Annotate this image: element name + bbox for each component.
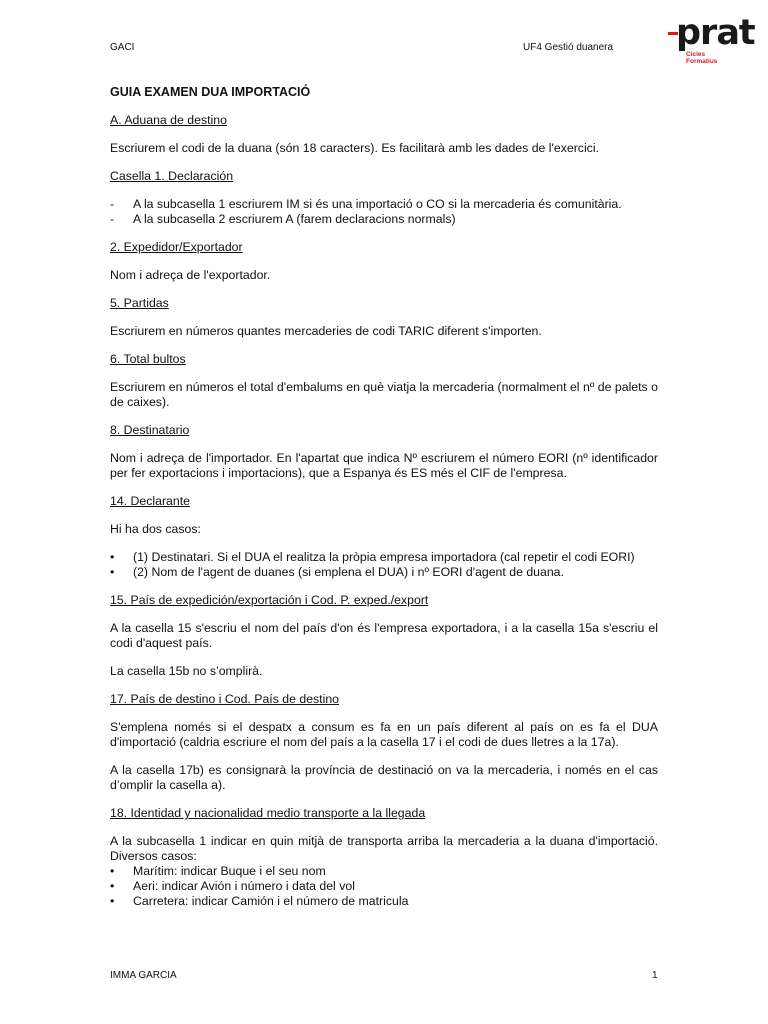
list-item: • Aeri: indicar Avión i número i data del vol (110, 879, 355, 893)
bullet-marker: • (110, 879, 115, 893)
logo-sub-line-1: Cicles (686, 51, 706, 58)
dash-marker: - (110, 197, 115, 211)
section-heading-c6: 6. Total bultos (110, 352, 186, 366)
section-heading-c2: 2. Expedidor/Exportador (110, 240, 243, 254)
page-number: 1 (652, 970, 658, 981)
bullet-marker: • (110, 864, 115, 878)
section-text-c6: Escriurem en números el total d'embalums en què viatja la mercaderia (normalment el nº de palets o de caixes). (110, 380, 658, 409)
section-text2-c15: La casella 15b no s’omplirà. (110, 664, 263, 678)
list-item: • Carretera: indicar Camión i el número de matricula (110, 894, 409, 908)
document-body (110, 85, 658, 922)
footer-author: IMMA GARCIA (110, 970, 177, 981)
section-text2-c17: A la casella 17b) es consignarà la província de destinació on va la mercaderia, i només en el cas d’omplir la casella a). (110, 763, 658, 792)
bullet-list-c18 (110, 864, 658, 909)
list-item: - A la subcasella 2 escriurem A (farem declaracions normals) (110, 212, 456, 226)
section-text-c14: Hi ha dos casos: (110, 522, 201, 536)
bullet-marker: • (110, 550, 115, 564)
dash-list-c1 (110, 197, 658, 227)
section-heading-c17: 17. País de destino i Cod. País de destino (110, 692, 340, 706)
section-heading-c8: 8. Destinatario (110, 423, 190, 437)
section-heading-c14: 14. Declarante (110, 494, 190, 508)
section-heading-a: A. Aduana de destino (110, 113, 227, 127)
prat-logo (668, 13, 755, 74)
document-title: GUIA EXAMEN DUA IMPORTACIÓ (110, 85, 311, 99)
section-text-c15: A la casella 15 s'escriu el nom del país d'on és l'empresa exportadora, i a la casella 15a s'escriu el codi d'aquest país. (110, 621, 658, 650)
section-heading-c15: 15. País de expedición/exportación i Cod. P. exped./export (110, 593, 429, 607)
logo-subtitle (686, 51, 717, 65)
list-item: - A la subcasella 1 escriurem IM si és una importació o CO si la mercaderia és comunitària. (110, 197, 622, 211)
section-text-c18: A la subcasella 1 indicar en quin mitjà de transporta arriba la mercaderia a la duana d'importació. Diversos casos: (110, 834, 658, 863)
dash-marker: - (110, 212, 115, 226)
section-text-a: Escriurem el codi de la duana (són 18 caracters). Es facilitarà amb les dades de l'exercici. (110, 141, 599, 155)
list-item: • (2) Nom de l'agent de duanes (si emplena el DUA) i nº EORI d'agent de duana. (110, 565, 564, 579)
bullet-list-c14 (110, 550, 658, 580)
section-heading-c5: 5. Partidas (110, 296, 169, 310)
section-text-c8: Nom i adreça de l'importador. En l'apartat que indica Nº escriurem el número EORI (nº identificador per fer exportacions i importacions), que a Espanya és ES més el CIF de l'empresa. (110, 451, 658, 480)
section-text-c5: Escriurem en números quantes mercaderies de codi TARIC diferent s'importen. (110, 324, 542, 338)
list-item: • Marítim: indicar Buque i el seu nom (110, 864, 326, 878)
logo-sub-line-2: Formatius (686, 58, 718, 65)
bullet-marker: • (110, 565, 115, 579)
section-heading-c1: Casella 1. Declaración (110, 169, 234, 183)
section-heading-c18: 18. Identidad y nacionalidad medio transporte a la llegada (110, 806, 426, 820)
logo-word: prat (676, 13, 755, 53)
bullet-marker: • (110, 894, 115, 908)
header-course: GACI (110, 42, 135, 53)
section-text-c17: S'emplena només si el despatx a consum es fa en un país diferent al país on es fa el DUA d'importació (caldria escriure el nom del país a la casella 17 i el codi de dues lletres a la 17a). (110, 720, 658, 749)
list-item: • (1) Destinatari. Si el DUA el realitza la pròpia empresa importadora (cal repetir el codi EORI) (110, 550, 635, 564)
header-unit: UF4 Gestió duanera (523, 42, 614, 53)
section-text-c2: Nom i adreça de l'exportador. (110, 268, 271, 282)
